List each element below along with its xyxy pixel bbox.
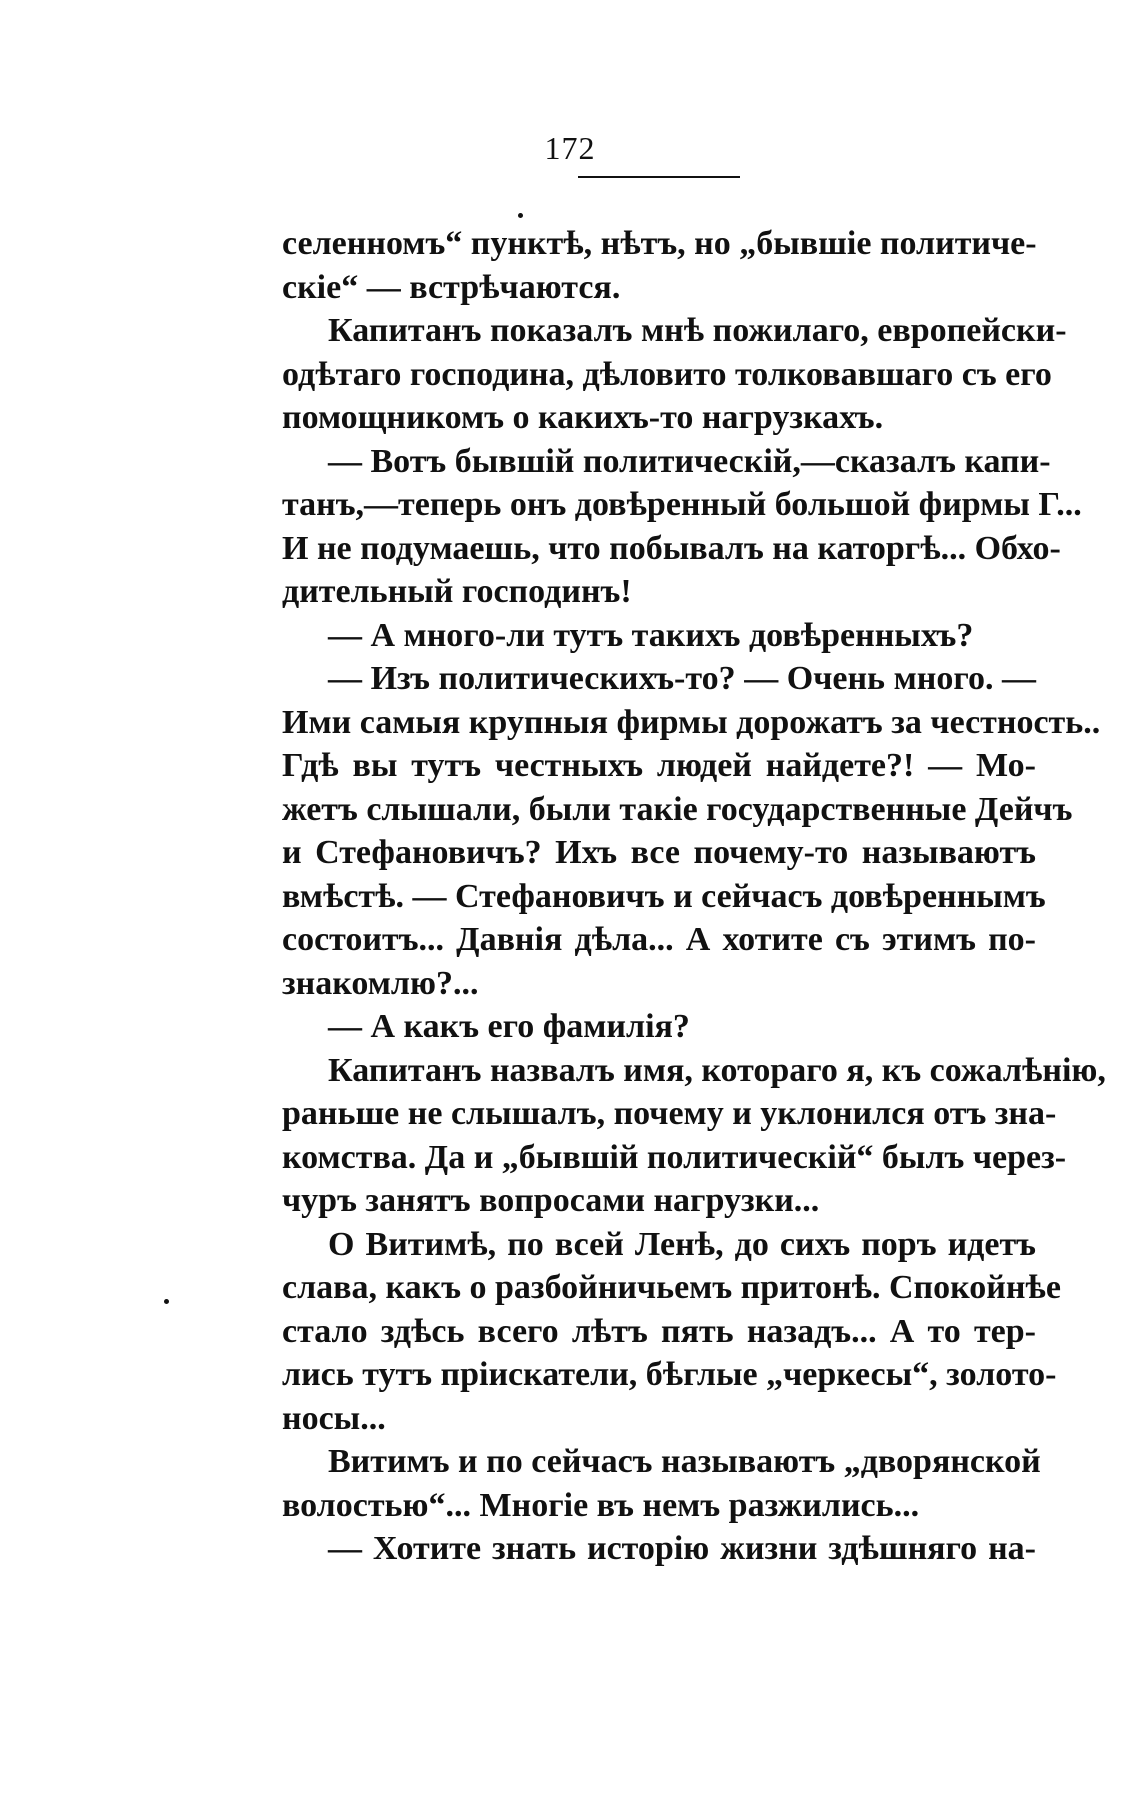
text-line: Ими самыя крупныя фирмы дорожатъ за честность.. (282, 703, 1101, 741)
text-line: комства. Да и „бывшій политическій“ былъ через- (282, 1138, 1067, 1176)
text-line: вмѣстѣ. — Стефановичъ и сейчасъ довѣреннымъ (282, 877, 1046, 915)
text-line: жетъ слышали, были такіе государственные Дейчъ (282, 790, 1073, 828)
text-line: лись тутъ пріискатели, бѣглые „черкесы“, золото- (282, 1356, 1057, 1393)
text-line: Витимъ и по сейчасъ называютъ „дворянской (328, 1443, 1041, 1480)
text-line: чуръ занятъ вопросами нагрузки... (282, 1182, 820, 1219)
text-line: состоитъ... Давнія дѣла... А хотите съ этимъ по- (282, 921, 1036, 958)
ink-speck (518, 213, 523, 218)
text-line: стало здѣсь всего лѣтъ пять назадъ... А то тер- (282, 1312, 1036, 1350)
text-line: помощникомъ о какихъ-то нагрузкахъ. (282, 399, 884, 436)
text-line: Гдѣ вы тутъ честныхъ людей найдете?! — Мо- (282, 747, 1036, 784)
text-line: Капитанъ показалъ мнѣ пожилаго, европейски- (328, 312, 1067, 349)
text-line: — Вотъ бывшій политическій,—сказалъ капи- (328, 442, 1051, 480)
text-line: скіе“ — встрѣчаются. (282, 268, 621, 306)
text-line: — А какъ его фамилія? (328, 1008, 690, 1045)
text-line: селенномъ“ пунктѣ, нѣтъ, но „бывшіе политиче- (282, 225, 1037, 262)
text-line: знакомлю?... (282, 964, 479, 1002)
text-line: танъ,—теперь онъ довѣренный большой фирмы Г... (282, 486, 1082, 523)
text-line: Капитанъ назвалъ имя, котораго я, къ сожалѣнію, (328, 1051, 1106, 1089)
text-line: И не подумаешь, что побывалъ на каторгѣ... Обхо- (282, 529, 1061, 567)
text-line: О Витимѣ, по всей Ленѣ, до сихъ поръ идетъ (328, 1225, 1036, 1263)
body-text (282, 222, 1106, 1571)
text-line: одѣтаго господина, дѣловито толковавшаго съ его (282, 355, 1052, 393)
text-line: дительный господинъ! (282, 573, 632, 610)
ink-speck (164, 1299, 169, 1304)
text-line: носы... (282, 1399, 386, 1437)
text-line: слава, какъ о разбойничьемъ притонѣ. Спокойнѣе (282, 1269, 1061, 1306)
text-line: — Изъ политическихъ-то? — Очень много. — (328, 660, 1036, 697)
text-line: — Хотите знать исторію жизни здѣшняго на- (328, 1530, 1036, 1567)
text-line: — А много-ли тутъ такихъ довѣренныхъ? (328, 616, 974, 654)
text-line: волостью“... Многіе въ немъ разжились... (282, 1486, 920, 1524)
page-number-rule (578, 176, 740, 178)
text-line: и Стефановичъ? Ихъ все почему-то называютъ (282, 834, 1036, 871)
page-number: 172 (544, 130, 596, 166)
text-line: раньше не слышалъ, почему и уклонился отъ зна- (282, 1095, 1057, 1132)
